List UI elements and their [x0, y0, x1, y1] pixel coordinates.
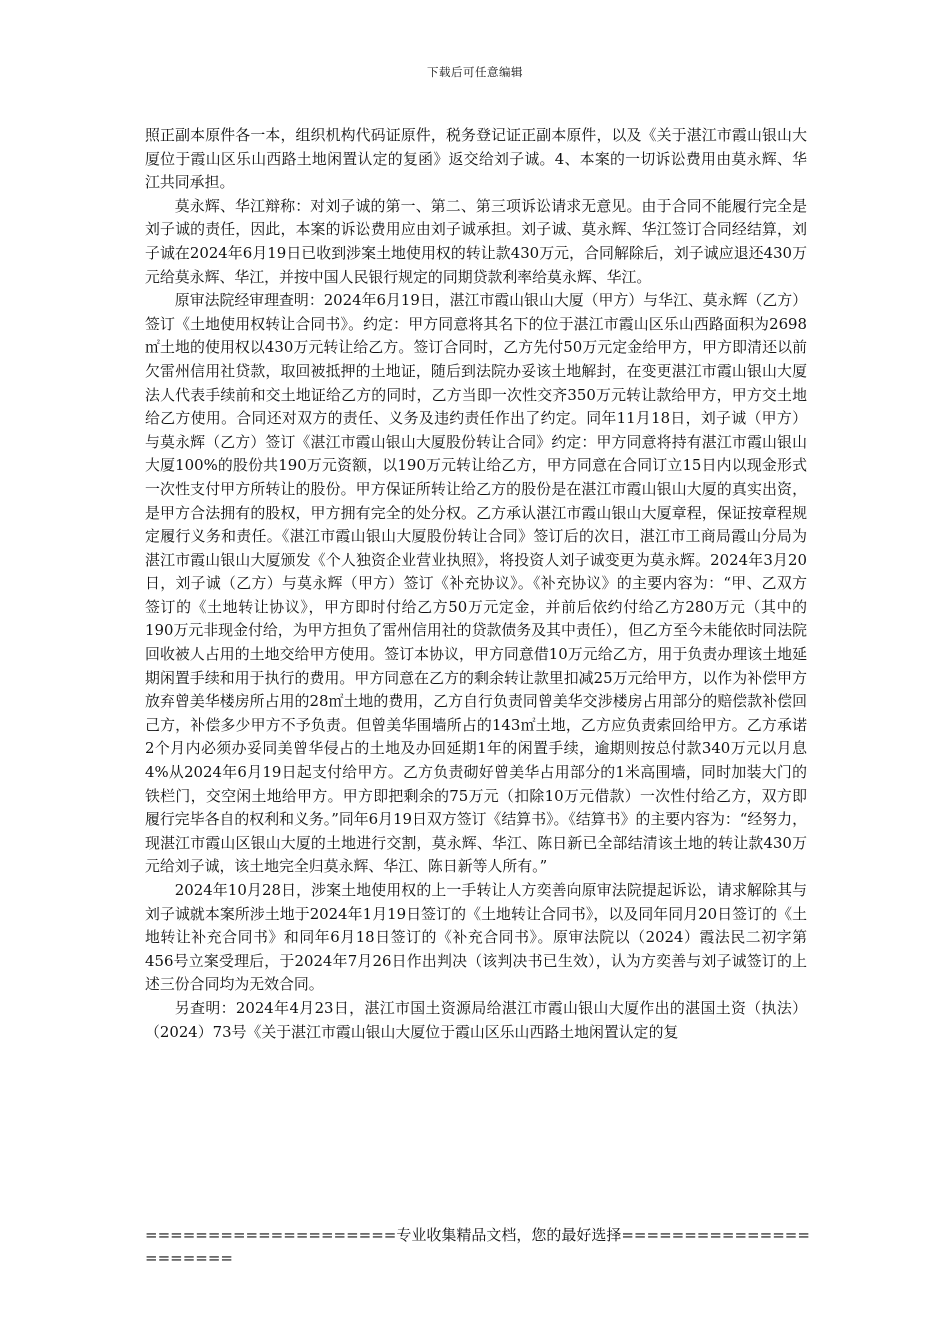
page-footer: ====================专业收集精品文档，您的最好选择======================: [145, 1226, 810, 1267]
paragraph-facts: 原审法院经审理查明：2024年6月19日，湛江市霞山银山大厦（甲方）与华江、莫永辉（乙方）签订《土地使用权转让合同书》。约定：甲方同意将其名下的位于湛江市霞山区乐山西路面积为2698㎡土地的使用权以430万元转让给乙方。签订合同时，乙方先付50万元定金给甲方，甲方即清还以前欠雷州信用社贷款，取回被抵押的土地证，随后到法院办妥该土地解封，在变更湛江市霞山银山大厦法人代表手续前和交土地证给乙方的同时，乙方当即一次性交齐350万元转让款给甲方，甲方交土地给乙方使用。合同还对双方的责任、义务及违约责任作出了约定。同年11月18日，刘子诚（甲方）与莫永辉（乙方）签订《湛江市霞山银山大厦股份转让合同》约定：甲方同意将持有湛江市霞山银山大厦100%的股份共190万元资额，以190万元转让给乙方，甲方同意在合同订立15日内以现金形式一次性支付甲方所转让的股份。甲方保证所转让给乙方的股份是在湛江市霞山银山大厦的真实出资，是甲方合法拥有的股权，甲方拥有完全的处分权。乙方承认湛江市霞山银山大厦章程，保证按章程规定履行义务和责任。《湛江市霞山银山大厦股份转让合同》签订后的次日，湛江市工商局霞山分局为湛江市霞山银山大厦颁发《个人独资企业营业执照》，将投资人刘子诚变更为莫永辉。2024年3月20日，刘子诚（乙方）与莫永辉（甲方）签订《补充协议》。《补充协议》的主要内容为：“甲、乙双方签订的《土地转让协议》，甲方即时付给乙方50万元定金，并前后依约付给乙方280万元（其中的190万元非现金付给，为甲方担负了雷州信用社的贷款债务及其中责任），但乙方至今未能依时同法院回收被人占用的土地交给甲方使用。签订本协议，甲方同意借10万元给乙方，用于负责办理该土地延期闲置手续和用于执行的费用。甲方同意在乙方的剩余转让款里扣减25万元给甲方，以作为补偿甲方放弃曾美华楼房所占用的28㎡土地的费用，乙方自行负责同曾美华交涉楼房占用部分的赔偿款补偿回己方，补偿多少甲方不予负责。但曾美华围墙所占的143㎡土地，乙方应负责索回给甲方。乙方承诺2个月内必须办妥同美曾华侵占的土地及办回延期1年的闲置手续，逾期则按总付款340万元以月息4%从2024年6月19日起支付给甲方。乙方负责砌好曾美华占用部分的1米高围墙，同时加装大门的铁栏门，交空闲土地给甲方。甲方即把剩余的75万元（扣除10万元借款）一次性付给乙方，双方即履行完毕各自的权利和义务。”同年6月19日双方签订《结算书》。《结算书》的主要内容为：“经努力，现湛江市霞山区银山大厦的土地进行交割，莫永辉、华江、陈日新已全部结清该土地的转让款430万元给刘子诚，该土地完全归莫永辉、华江、陈日新等人所有。”: [145, 291, 807, 876]
paragraph-continuation: 照正副本原件各一本，组织机构代码证原件，税务登记证正副本原件，以及《关于湛江市霞山银山大厦位于霞山区乐山西路土地闲置认定的复函》返交给刘子诚。4、本案的一切诉讼费用由莫永辉、华江共同承担。: [145, 126, 807, 192]
page-header: 下载后可任意编辑: [427, 65, 523, 79]
paragraph-lawsuit: 2024年10月28日，涉案土地使用权的上一手转让人方奕善向原审法院提起诉讼，请求解除其与刘子诚就本案所涉土地于2024年1月19日签订的《土地转让合同书》，以及同年同月20日签订的《土地转让补充合同书》和同年6月18日签订的《补充合同书》。原审法院以（2024）霞法民二初字第456号立案受理后，于2024年7月26日作出判决（该判决书已生效），认为方奕善与刘子诚签订的上述三份合同均为无效合同。: [145, 881, 807, 994]
document-body: [145, 124, 807, 1044]
paragraph-defense: 莫永辉、华江辩称：对刘子诚的第一、第二、第三项诉讼请求无意见。由于合同不能履行完全是刘子诚的责任，因此，本案的诉讼费用应由刘子诚承担。刘子诚、莫永辉、华江签订合同经结算，刘子诚在2024年6月19日已收到涉案土地使用权的转让款430万元，合同解除后，刘子诚应退还430万元给莫永辉、华江，并按中国人民银行规定的同期贷款利率给莫永辉、华江。: [145, 196, 807, 286]
paragraph-additional-findings: 另查明：2024年4月23日，湛江市国土资源局给湛江市霞山银山大厦作出的湛国土资（执法）（2024）73号《关于湛江市霞山银山大厦位于霞山区乐山西路土地闲置认定的复: [145, 998, 807, 1041]
